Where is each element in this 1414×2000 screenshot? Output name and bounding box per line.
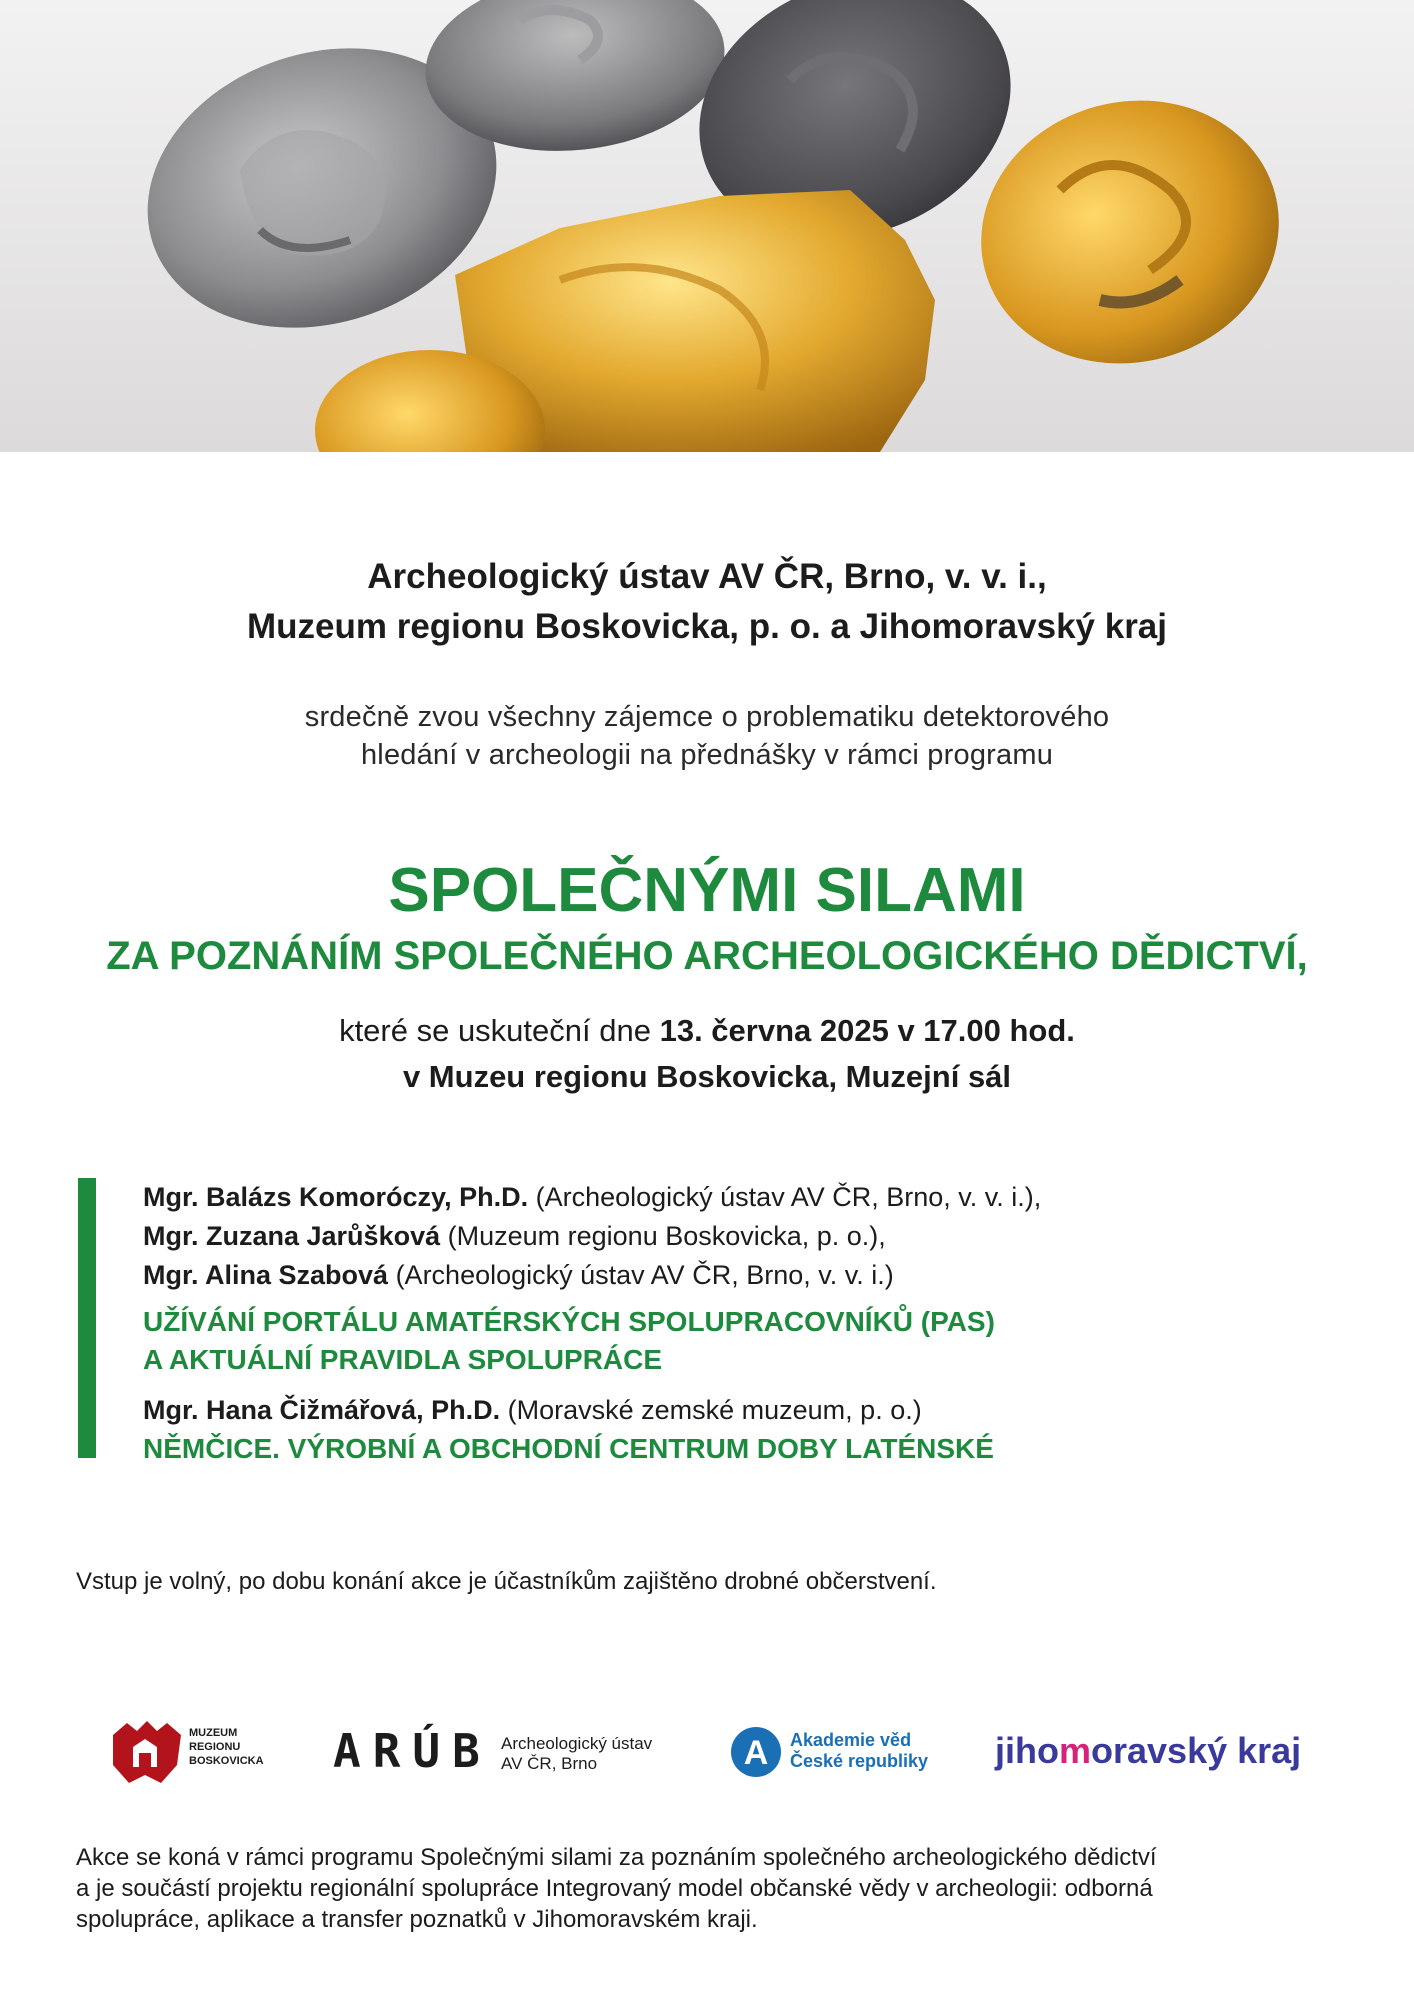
logo-avcr: [730, 1712, 950, 1792]
entry-note: Vstup je volný, po dobu konání akce je účastníkům zajištěno drobné občerstvení.: [76, 1568, 937, 1595]
coins-photo-icon: [0, 0, 1414, 452]
speaker-affiliation: (Archeologický ústav AV ČR, Brno, v. v. i.),: [528, 1182, 1042, 1212]
program-content: [143, 1178, 1303, 1468]
avcr-line-2: České republiky: [790, 1751, 929, 1771]
speaker-line: [143, 1217, 1303, 1256]
event-place: v Muzeu regionu Boskovicka, Muzejní sál: [402, 1059, 1012, 1094]
event-when: [0, 1008, 1414, 1100]
lecture-title-line-2: A AKTUÁLNÍ PRAVIDLA SPOLUPRÁCE: [143, 1344, 663, 1375]
program-accent-bar: [78, 1178, 96, 1458]
organizers-line-1: Archeologický ústav AV ČR, Brno, v. v. i.,: [367, 557, 1047, 596]
organizers: [0, 552, 1414, 652]
logo-jihomoravsky-kraj: [995, 1712, 1335, 1792]
speaker-name: Mgr. Balázs Komoróczy, Ph.D.: [143, 1182, 529, 1212]
avcr-line-1: Akademie věd: [790, 1730, 912, 1750]
footer-line-1: Akce se koná v rámci programu Společnými silami za poznáním společného archeologického dědictví: [76, 1844, 1157, 1871]
footer-line-2: a je součástí projektu regionální spolupráce Integrovaný model občanské vědy v archeologii: odborná: [76, 1875, 1153, 1902]
footer-line-3: spolupráce, aplikace a transfer poznatků v Jihomoravském kraji.: [76, 1906, 758, 1933]
event-title: SPOLEČNÝMI SILAMI: [388, 856, 1026, 925]
speaker-name: Mgr. Hana Čižmářová, Ph.D.: [143, 1395, 501, 1425]
speaker-affiliation: (Archeologický ústav AV ČR, Brno, v. v. i.): [388, 1260, 894, 1290]
speaker-affiliation: (Muzeum regionu Boskovicka, p. o.),: [440, 1221, 886, 1251]
museum-logo-line-1: MUZEUM: [189, 1727, 238, 1739]
museum-logo-line-2: REGIONU: [189, 1741, 241, 1753]
jmk-part-3: oravský kraj: [1091, 1730, 1302, 1771]
logo-museum-boskovicka: [105, 1712, 275, 1792]
speaker-name: Mgr. Zuzana Jarůšková: [143, 1221, 441, 1251]
speaker-line: [143, 1256, 1303, 1295]
event-date-line: [0, 1008, 1414, 1054]
speaker-affiliation: (Moravské zemské muzeum, p. o.): [500, 1395, 922, 1425]
organizers-line-2: Muzeum regionu Boskovicka, p. o. a Jihomoravský kraj: [246, 607, 1167, 646]
lecture-title-line-1: UŽÍVÁNÍ PORTÁLU AMATÉRSKÝCH SPOLUPRACOVNÍKŮ (PAS): [143, 1306, 995, 1337]
event-date-prefix: které se uskuteční dne: [339, 1013, 660, 1048]
lecture-title: NĚMČICE. VÝROBNÍ A OBCHODNÍ CENTRUM DOBY LATÉNSKÉ: [143, 1433, 994, 1464]
event-subtitle: ZA POZNÁNÍM SPOLEČNÉHO ARCHEOLOGICKÉHO DĚDICTVÍ,: [106, 934, 1308, 978]
speaker-line: [143, 1391, 1303, 1430]
partner-logos: [100, 1712, 1340, 1792]
arub-line-2: AV ČR, Brno: [501, 1754, 598, 1773]
event-datetime: 13. června 2025 v 17.00 hod.: [659, 1013, 1075, 1048]
avcr-letter: A: [743, 1734, 769, 1772]
speaker-name: Mgr. Alina Szabová: [143, 1260, 389, 1290]
museum-boskovicka-logo-icon: [105, 1717, 185, 1787]
invitation-line-2: hledání v archeologii na přednášky v rámci programu: [360, 739, 1054, 771]
speaker-line: [143, 1178, 1303, 1217]
avcr-logo-icon: [730, 1726, 782, 1778]
jmk-part-1: jiho: [995, 1730, 1059, 1771]
arub-wordmark: ARÚB: [333, 1724, 492, 1778]
jmk-part-2: m: [1058, 1730, 1091, 1771]
program-section: [78, 1178, 1318, 1464]
logo-arub: [333, 1712, 663, 1792]
museum-logo-line-3: BOSKOVICKA: [189, 1755, 264, 1767]
footer-note: [76, 1842, 1346, 1935]
invitation-text: [0, 698, 1414, 774]
arub-line-1: Archeologický ústav: [501, 1734, 653, 1753]
invitation-line-1: srdečně zvou všechny zájemce o problematiku detektorového: [304, 701, 1110, 733]
header-photo-coins: [0, 0, 1414, 452]
